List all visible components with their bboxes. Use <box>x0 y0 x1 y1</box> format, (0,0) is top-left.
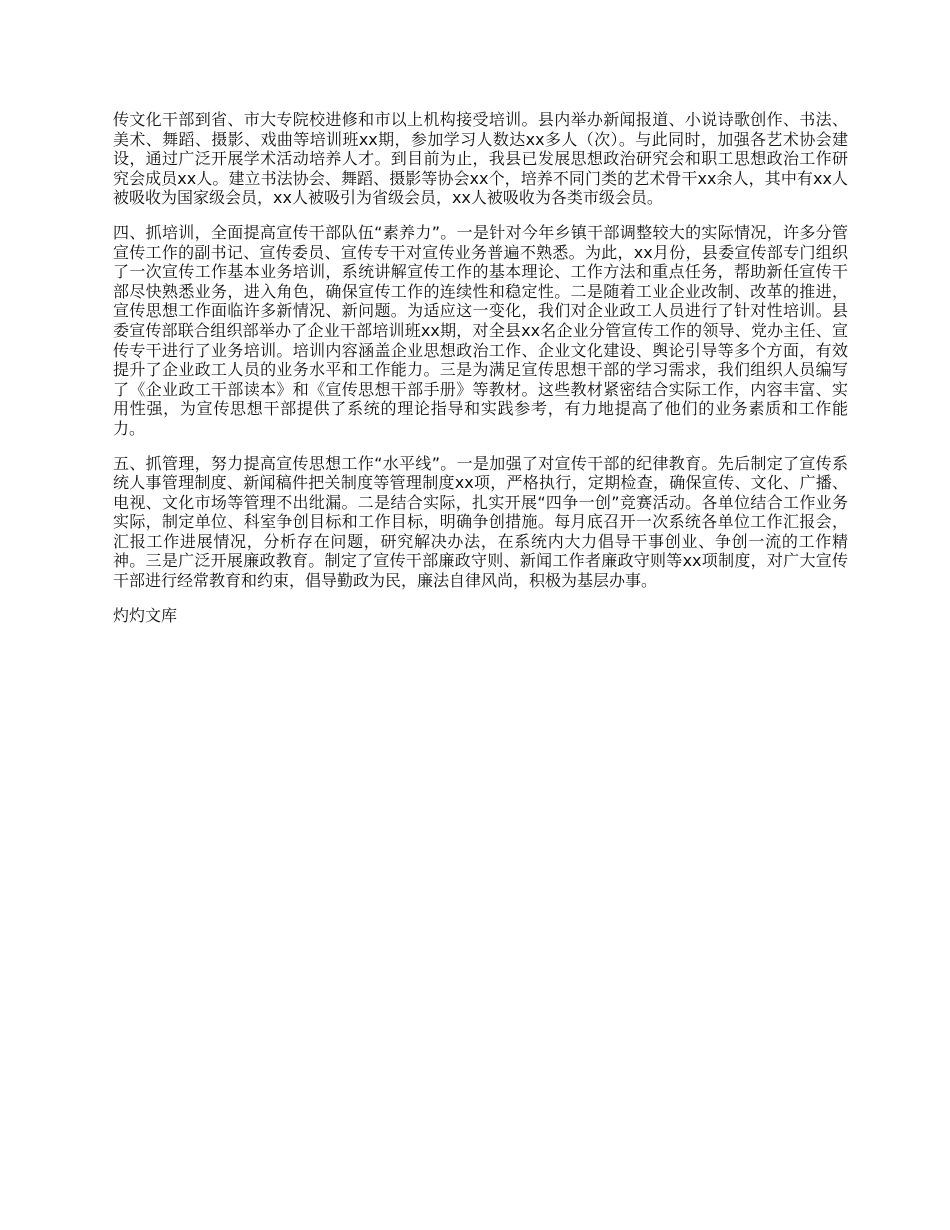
footer-source-label: 灼灼文库 <box>113 605 178 625</box>
paragraph-section-four-training: 四、抓培训，全面提高宣传干部队伍“素养力”。一是针对今年乡镇干部调整较大的实际情况，许多分管宣传工作的副书记、宣传委员、宣传专干对宣传业务普遍不熟悉。为此，xx月份，县委宣传部专门组织了一次宣传工作基本业务培训，系统讲解宣传工作的基本理论、工作方法和重点任务，帮助新任宣传干部尽快熟悉业务，进入角色，确保宣传工作的连续性和稳定性。二是随着工业企业改制、改革的推进，宣传思想工作面临许多新情况、新问题。为适应这一变化，我们对企业政工人员进行了针对性培训。县委宣传部联合组织部举办了企业干部培训班xx期，对全县xx名企业分管宣传工作的领导、党办主任、宣传专干进行了业务培训。培训内容涵盖企业思想政治工作、企业文化建设、舆论引导等多个方面，有效提升了企业政工人员的业务水平和工作能力。三是为满足宣传思想干部的学习需求，我们组织人员编写了《企业政工干部读本》和《宣传思想干部手册》等教材。这些教材紧密结合实际工作，内容丰富、实用性强，为宣传思想干部提供了系统的理论指导和实践参考，有力地提高了他们的业务素质和工作能力。 <box>113 222 848 438</box>
paragraph-training-continuation: 传文化干部到省、市大专院校进修和市以上机构接受培训。县内举办新闻报道、小说诗歌创作、书法、美术、舞蹈、摄影、戏曲等培训班xx期，参加学习人数达xx多人（次）。与此同时，加强各艺术协会建设，通过广泛开展学术活动培养人才。到目前为止，我县已发展思想政治研究会和职工思想政治工作研究会成员xx人。建立书法协会、舞蹈、摄影等协会xx个，培养不同门类的艺术骨干xx余人，其中有xx人被吸收为国家级会员，xx人被吸引为省级会员，xx人被吸收为各类市级会员。 <box>113 110 848 208</box>
paragraph-section-five-management: 五、抓管理，努力提高宣传思想工作“水平线”。一是加强了对宣传干部的纪律教育。先后制定了宣传系统人事管理制度、新闻稿件把关制度等管理制度xx项，严格执行，定期检查，确保宣传、文化、广播、电视、文化市场等管理不出纰漏。二是结合实际，扎实开展“四争一创”竞赛活动。各单位结合工作业务实际，制定单位、科室争创目标和工作目标，明确争创措施。每月底召开一次系统各单位工作汇报会，汇报工作进展情况，分析存在问题，研究解决办法，在系统内大力倡导干事创业、争创一流的工作精神。三是广泛开展廉政教育。制定了宣传干部廉政守则、新闻工作者廉政守则等xx项制度，对广大宣传干部进行经常教育和约束，倡导勤政为民，廉法自律风尚，积极为基层办事。 <box>113 453 848 591</box>
document-page <box>113 110 848 625</box>
